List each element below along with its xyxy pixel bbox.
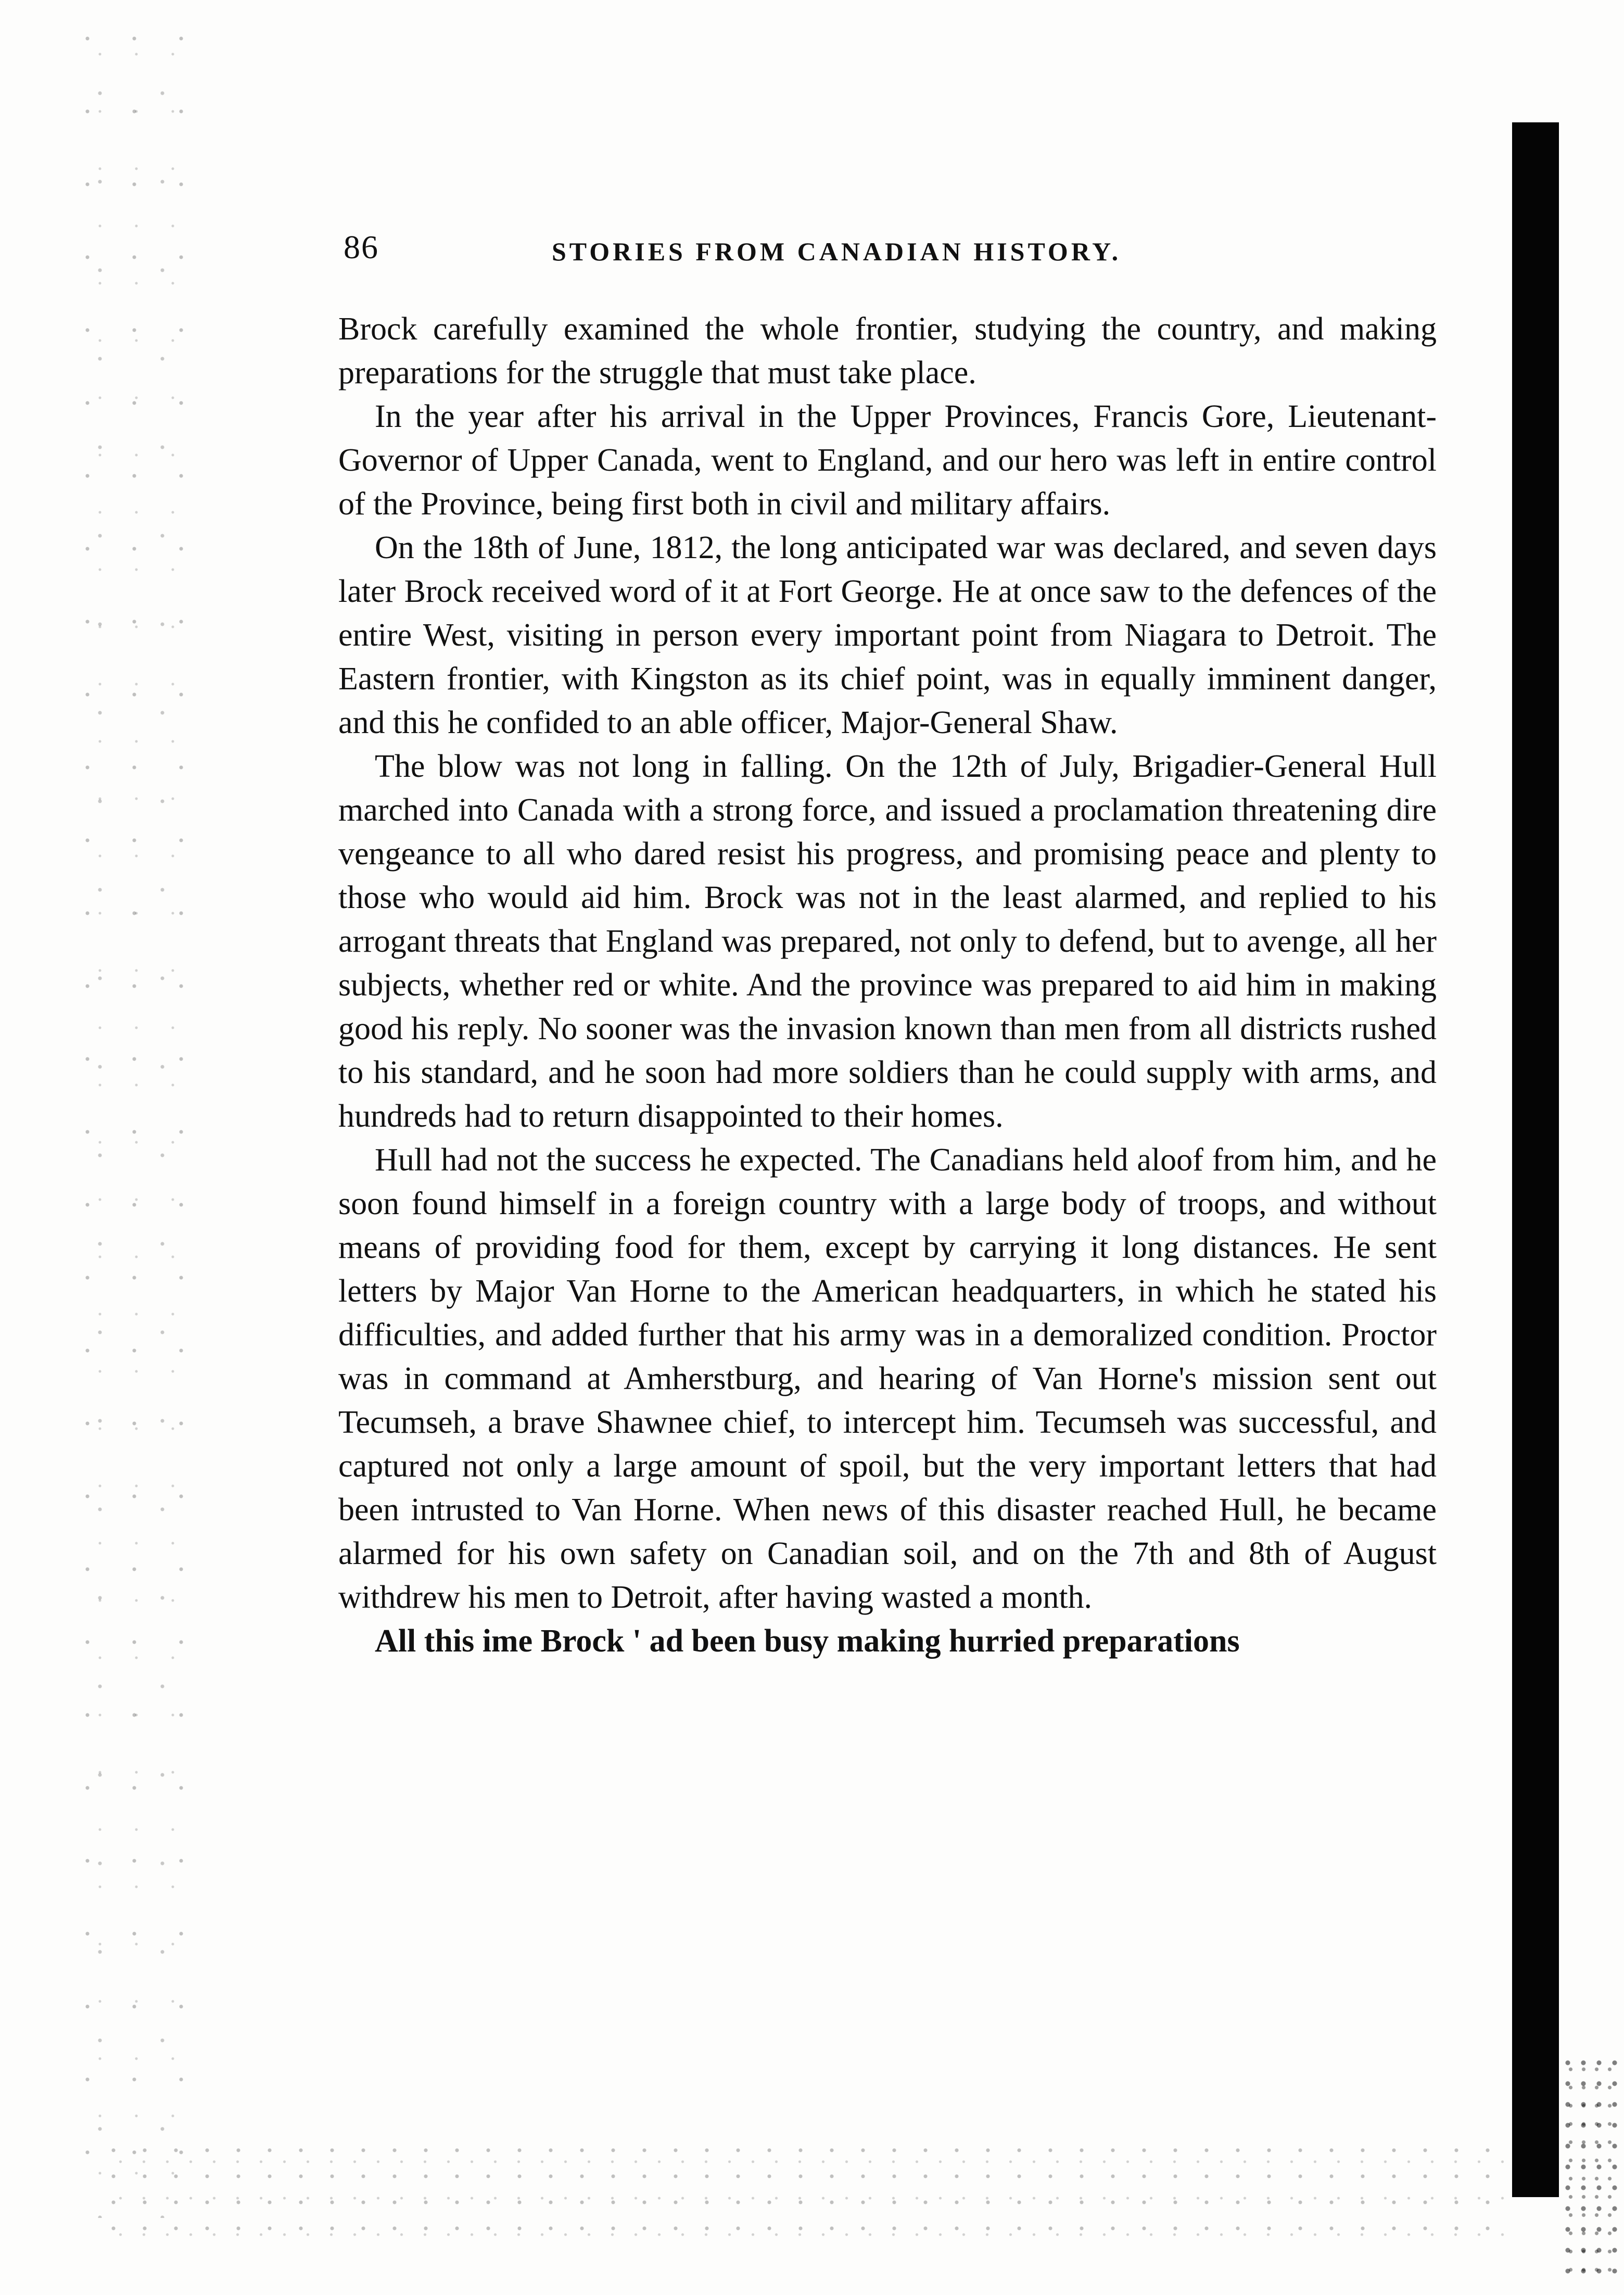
page-number: 86 — [344, 229, 379, 266]
scan-noise-right — [1562, 2057, 1619, 2275]
paragraph-2: In the year after his arrival in the Upper Provinces, Francis Gore, Lieutenant-Governor of Upper Canada, went to England, and our hero was left in entire control of the Province, being first both in civil and military affairs. — [338, 399, 1437, 522]
page-header — [344, 224, 1447, 286]
paragraph-4: The blow was not long in falling. On the 12th of July, Brigadier-General Hull marched into Canada with a strong force, and issued a proclamation threatening dire vengeance to all who dared resist his progress, and promising peace and plenty to those who would aid him. Brock was not in the least alarmed, and replied to his arrogant threats that England was prepared, not only to defend, but to avenge, all her subjects, whether red or white. And the province was prepared to aid him in making good his reply. No sooner was the invasion known than men from all districts rushed to his standard, and he soon had more soldiers than he could supply with arms, and hundreds had to return disappointed to their homes. — [338, 749, 1437, 1134]
paragraph-3: On the 18th of June, 1812, the long anticipated war was declared, and seven days later Brock received word of it at Fort George. He at once saw to the defences of the entire West, visiting in person every important point from Niagara to Detroit. The Eastern frontier, with Kingston as its chief point, was in equally imminent danger, and this he confided to an able officer, Major-General Shaw. — [338, 530, 1437, 740]
paragraph-5: Hull had not the success he expected. The Canadians held aloof from him, and he soon found himself in a foreign country with a large body of troops, and without means of providing food for them, except by carrying it long distances. He sent letters by Major Van Horne to the American headquarters, in which he stated his difficulties, and added further that his army was in a demoralized condition. Proctor was in command at Amherstburg, and hearing of Van Horne's mission sent out Tecumseh, a brave Shawnee chief, to intercept him. Tecumseh was successful, and captured not only a large amount of spoil, but the very important letters that had been intrusted to Van Horne. When news of this disaster reached Hull, he became alarmed for his own safety on Canadian soil, and on the 7th and 8th of August withdrew his men to Detroit, after having wasted a month. — [338, 1142, 1437, 1615]
binding-shadow-bar — [1512, 122, 1559, 2197]
scan-noise-bottom — [104, 2140, 1509, 2244]
paragraph-6: All this ime Brock ' ad been busy making hurried preparations — [375, 1623, 1240, 1659]
scan-noise-left — [78, 31, 198, 2218]
body-text — [338, 307, 1437, 1973]
running-head: STORIES FROM CANADIAN HISTORY. — [552, 237, 1122, 266]
paragraph-1: Brock carefully examined the whole frontier, studying the country, and making preparations for the struggle that must take place. — [338, 311, 1437, 390]
